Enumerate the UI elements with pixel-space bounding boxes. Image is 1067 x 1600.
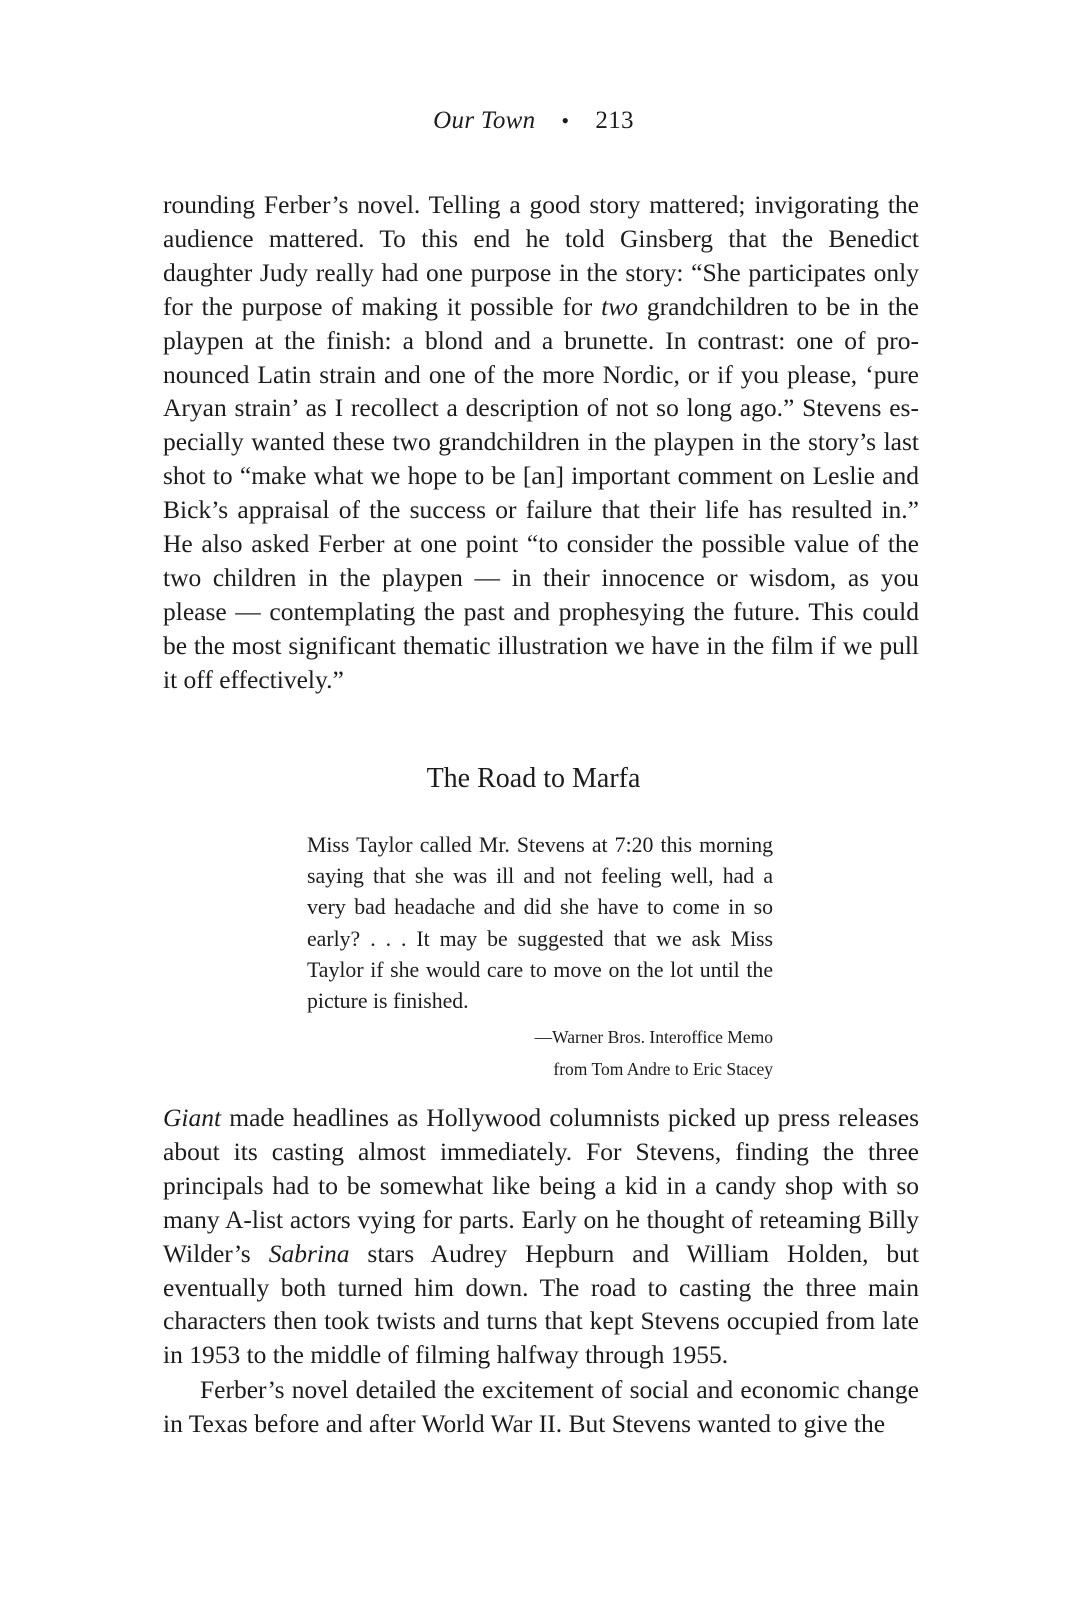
running-head bbox=[0, 104, 1067, 138]
epigraph-text: Miss Taylor called Mr. Stevens at 7:20 this morning saying that she was ill and not feeling well, had a very bad headache and did she have to come in so early? . . . It may be suggested that we ask Miss Taylor if she would care to move on the lot until the picture is finished. bbox=[307, 833, 773, 1014]
emphasis-text: Sabrina bbox=[268, 1238, 350, 1268]
paragraph-text: rounding Ferber’s novel. Telling a good story mattered; invigorating the audience mattered. To this end he told Ginsberg that the Benedict daughter Judy really had one purpose in the story: “She participates only for the purpose of making it possible for bbox=[163, 190, 919, 321]
paragraph-text: made headlines as Hollywood columnists picked up press releases about its casting almost immediately. For Stevens, finding the three principals had to be somewhat like being a kid in a candy shop with so many A-list actors vying for parts. Early on he thought of reteaming Billy Wilder’s bbox=[163, 1103, 919, 1268]
paragraph-text: Ferber’s novel detailed the excitement of social and economic change in Texas before and after World War II. But Stevens wanted to give the bbox=[163, 1375, 919, 1438]
attribution-line: —Warner Bros. Interoffice Memo bbox=[534, 1027, 773, 1047]
epigraph-attribution bbox=[307, 1021, 773, 1085]
running-head-title: Our Town bbox=[433, 107, 536, 134]
emphasis-text: two bbox=[601, 291, 638, 321]
running-head-separator: • bbox=[561, 108, 570, 133]
epigraph-quote bbox=[307, 830, 773, 1017]
body-paragraph-2 bbox=[163, 1101, 919, 1372]
page-number: 213 bbox=[595, 107, 634, 134]
emphasis-text: Giant bbox=[163, 1103, 222, 1132]
section-heading: The Road to Marfa bbox=[426, 763, 641, 794]
body-paragraph-3 bbox=[163, 1373, 919, 1441]
paragraph-text: stars Audrey Hepburn and William Holden, but eventually both turned him down. The road to casting the three main characters then took twists and turns that kept Stevens occupied from late in 1953 to the middle of filming halfway through 1955. bbox=[163, 1238, 920, 1370]
paragraph-text: grandchildren to be in the playpen at the finish: a blond and a brunette. In contrast: one of pronounced Latin strain and one of the more Nordic, or if you please, ‘pure Aryan strain’ as I recollect a description of not so long ago.” Stevens especially wanted these two grandchildren in the playpen in the story’s last shot to “make what we hope to be [an] important comment on Leslie and Bick’s appraisal of the success or failure that their life has resulted in.” He also asked Ferber at one point “to consider the possible value of the two children in the playpen — in their innocence or wisdom, as you please — contemplating the past and prophesying the future. This could be the most significant thematic illustration we have in the film if we pull it off effectively.” bbox=[163, 291, 919, 694]
attribution-line: from Tom Andre to Eric Stacey bbox=[553, 1059, 773, 1079]
body-paragraph-1 bbox=[163, 188, 919, 697]
